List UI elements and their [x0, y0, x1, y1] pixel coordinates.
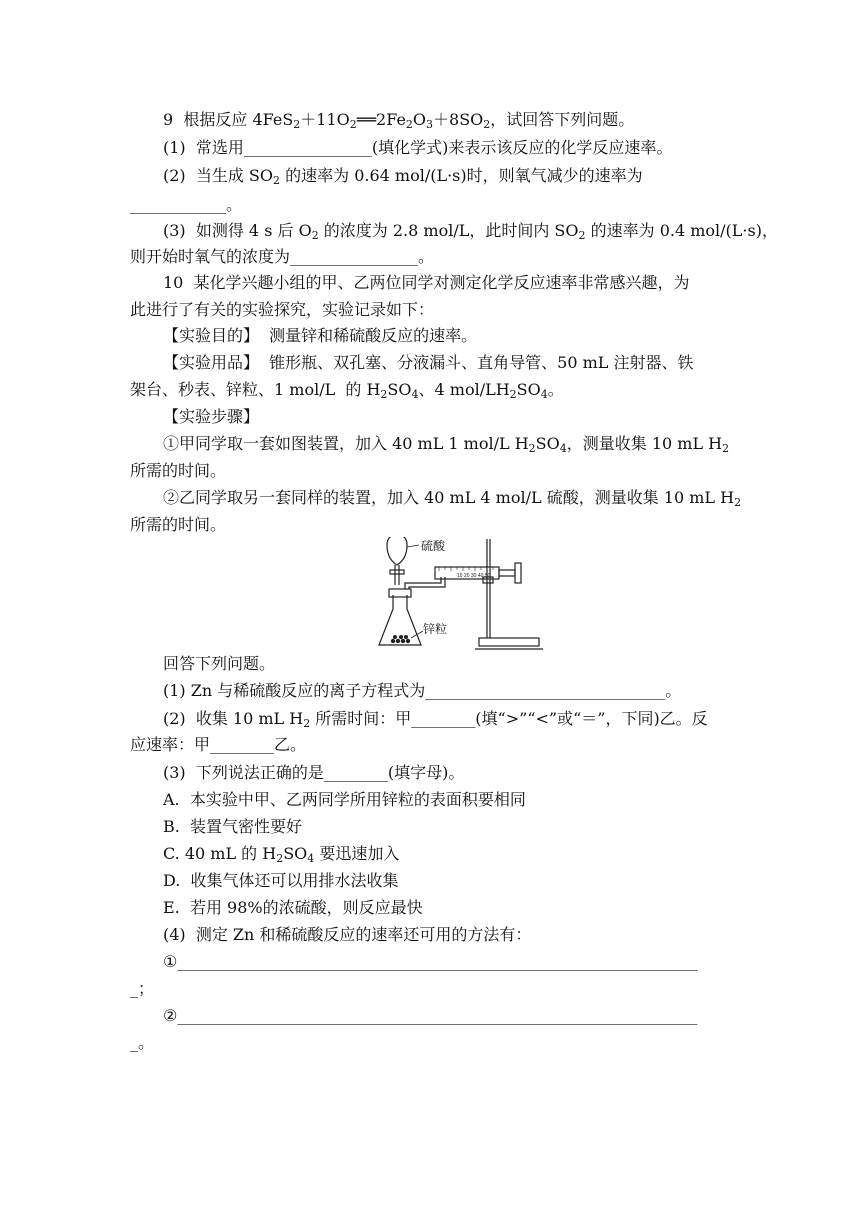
experiment-materials-cont: 架台、秒表、锌粒、1 mol/L 的 $H_2SO_4$、4 mol/$LH_2SO_4$。 [130, 380, 564, 401]
label-sulfuric-acid: 硫酸 [421, 539, 446, 553]
q9-intro: 9 根据反应 $4FeS_2+11O_2══2Fe_2O_3+8SO_2$，试回答下列问题。 [163, 110, 635, 131]
step-1: ①甲同学取一套如图装置，加入 40 mL 1 mol/L $H_2SO_4$，测量收集 10 mL $H_2$ [163, 434, 730, 455]
q9-part3-cont: 则开始时氧气的浓度为________________。 [130, 247, 435, 266]
stopper [389, 589, 411, 597]
label-zinc: 锌粒 [423, 622, 448, 636]
q9-part2-blank: ____________。 [130, 195, 243, 214]
syringe-plunger [499, 570, 515, 576]
method-2-end: _。 [130, 1033, 155, 1052]
q10-intro-cont: 此进行了有关的实验探究，实验记录如下： [130, 300, 435, 319]
part-2: (2) 收集 10 mL $H_2$ 所需时间：甲________(填“>”“<”或“＝”，下同)乙。反 [163, 709, 708, 730]
experiment-purpose: 【实验目的】 测量锌和稀硫酸反应的速率。 [163, 326, 478, 345]
q9-part2: (2) 当生成 $SO_2$ 的速率为 0.64 mol/(L·s)时，则氧气减少的速率为 [163, 166, 643, 187]
experiment-materials: 【实验用品】 锥形瓶、双孔塞、分液漏斗、直角导管、50 mL 注射器、铁 [163, 353, 694, 372]
part-4: (4) 测定 Zn 和稀硫酸反应的速率还可用的方法有： [163, 925, 532, 944]
apparatus-figure [375, 537, 543, 654]
separatory-funnel [387, 537, 407, 565]
part-1: (1) Zn 与稀硫酸反应的离子方程式为______________________________。 [163, 681, 682, 700]
syringe-scale-label: 10 20 30 40 50 [457, 573, 491, 579]
method-1-end: _； [130, 979, 155, 998]
option-a: A. 本实验中甲、乙两同学所用锌粒的表面积要相同 [163, 790, 526, 809]
experiment-steps-heading: 【实验步骤】 [163, 407, 260, 426]
answer-heading: 回答下列问题。 [163, 654, 276, 673]
q10-intro: 10 某化学兴趣小组的甲、乙两位同学对测定化学反应速率非常感兴趣，为 [163, 273, 690, 292]
q9-part3: (3) 如测得 4 s 后 $O_2$ 的浓度为 2.8 mol/L，此时间内 $SO_2$ 的速率为 0.4 mol/(L·s)， [163, 221, 778, 242]
method-1: ①_________________________________________________________________ [163, 952, 698, 971]
option-b: B. 装置气密性要好 [163, 817, 303, 836]
part-2-cont: 应速率：甲________乙。 [130, 735, 307, 754]
stopcock [390, 570, 404, 574]
step-2-cont: 所需的时间。 [130, 515, 227, 534]
option-d: D. 收集气体还可以用排水法收集 [163, 871, 399, 890]
option-e: E. 若用 98%的浓硫酸，则反应最快 [163, 898, 423, 917]
step-1-cont: 所需的时间。 [130, 461, 227, 480]
method-2: ②_________________________________________________________________ [163, 1006, 698, 1025]
stand-base [479, 638, 539, 646]
q9-part1: (1) 常选用________________(填化学式)来表示该反应的化学反应速率。 [163, 138, 673, 157]
step-2: ②乙同学取另一套同样的装置，加入 40 mL 4 mol/L 硫酸，测量收集 10 mL $H_2$ [163, 488, 742, 509]
part-3: (3) 下列说法正确的是________(填字母)。 [163, 763, 465, 782]
option-c: C. 40 mL 的 $H_2SO_4$ 要迅速加入 [163, 844, 400, 865]
